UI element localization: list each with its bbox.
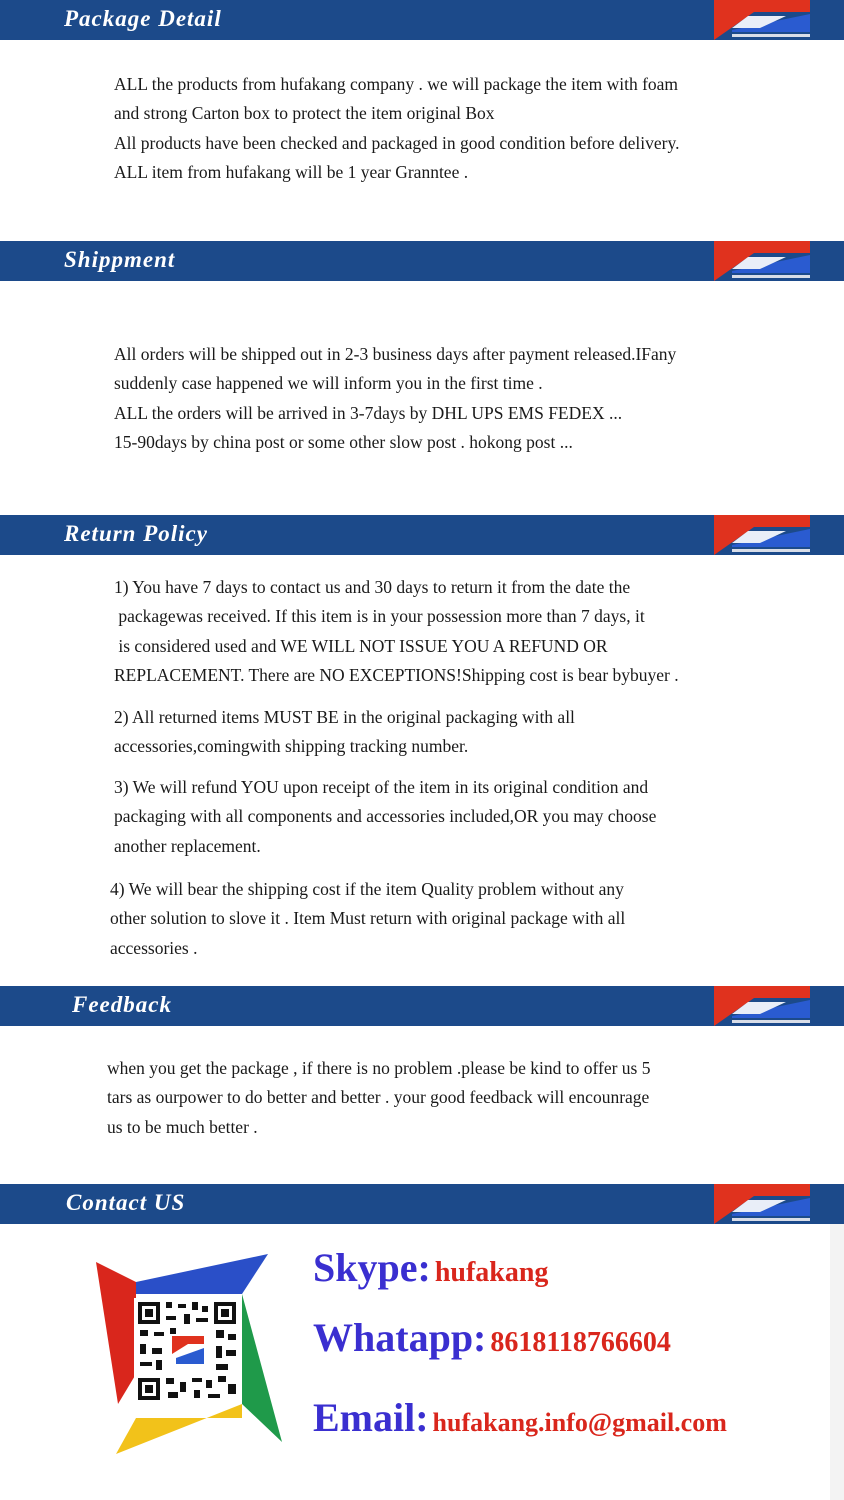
text-line: 2) All returned items MUST BE in the original packaging with all: [114, 707, 575, 727]
text-line: another replacement.: [114, 835, 261, 856]
text-line: 15-90days by china post or some other slow post . hokong post ...: [114, 431, 573, 452]
text-line: 1) You have 7 days to contact us and 30 days to return it from the date the: [114, 577, 631, 597]
whatsapp-contact: [313, 1314, 671, 1361]
package-detail-text: [114, 70, 679, 187]
feedback-text: [107, 1054, 650, 1142]
brand-logo-icon: [714, 986, 810, 1026]
section-header-package: [0, 0, 844, 40]
return-policy-item-3: [114, 773, 656, 861]
email-contact: [313, 1394, 727, 1441]
email-value[interactable]: hufakang.info@gmail.com: [432, 1408, 727, 1437]
return-policy-item-4: [110, 875, 625, 963]
shipping-text: [114, 340, 676, 457]
text-line: accessories .: [110, 937, 198, 958]
text-line: All products have been checked and packaged in good condition before delivery.: [114, 132, 680, 153]
email-label: Email:: [313, 1395, 429, 1440]
section-title: Feedback: [72, 992, 172, 1017]
section-title: Shippment: [64, 247, 176, 272]
text-line: when you get the package , if there is no problem .please be kind to offer us 5: [107, 1058, 651, 1078]
section-header-contact: [0, 1184, 844, 1224]
text-line: REPLACEMENT. There are NO EXCEPTIONS!Shipping cost is bear bybuyer .: [114, 664, 679, 685]
text-line: packagewas received. If this item is in your possession more than 7 days, it: [114, 606, 645, 627]
text-line: is considered used and WE WILL NOT ISSUE YOU A REFUND OR: [114, 635, 608, 656]
whatsapp-value[interactable]: 8618118766604: [490, 1327, 671, 1358]
text-line: 4) We will bear the shipping cost if the item Quality problem without any: [110, 879, 624, 899]
text-line: 3) We will refund YOU upon receipt of the item in its original condition and: [114, 777, 649, 797]
text-line: accessories,comingwith shipping tracking number.: [114, 736, 469, 757]
return-policy-item-2: [114, 703, 575, 762]
text-line: ALL the products from hufakang company . we will package the item with foam: [114, 74, 679, 94]
brand-logo-icon: [714, 241, 810, 281]
text-line: other solution to slove it . Item Must return with original package with all: [110, 908, 626, 929]
brand-logo-icon: [714, 1184, 810, 1224]
skype-value[interactable]: hufakang: [434, 1257, 549, 1288]
skype-contact: [313, 1244, 548, 1291]
text-line: suddenly case happened we will inform you in the first time .: [114, 373, 543, 394]
brand-logo-icon: [714, 0, 810, 40]
section-header-feedback: [0, 986, 844, 1026]
skype-label: Skype:: [313, 1245, 431, 1290]
text-line: us to be much better .: [107, 1116, 258, 1137]
section-title: Contact US: [66, 1190, 186, 1215]
text-line: tars as ourpower to do better and better . your good feedback will encounrage: [107, 1087, 650, 1108]
text-line: All orders will be shipped out in 2-3 business days after payment released.IFany: [114, 344, 677, 364]
whatsapp-label: Whatapp:: [313, 1315, 487, 1360]
section-header-returns: [0, 515, 844, 555]
section-title: Return Policy: [64, 521, 208, 546]
qr-code-icon: [96, 1254, 286, 1454]
text-line: packaging with all components and accessories included,OR you may choose: [114, 806, 657, 827]
section-title: Package Detail: [64, 6, 222, 31]
text-line: ALL item from hufakang will be 1 year Granntee .: [114, 161, 469, 182]
section-header-shipping: [0, 241, 844, 281]
text-line: and strong Carton box to protect the item original Box: [114, 103, 495, 124]
text-line: ALL the orders will be arrived in 3-7days by DHL UPS EMS FEDEX ...: [114, 402, 623, 423]
contact-panel-edge: [830, 1224, 844, 1500]
brand-logo-icon: [714, 515, 810, 555]
return-policy-item-1: [114, 573, 679, 690]
